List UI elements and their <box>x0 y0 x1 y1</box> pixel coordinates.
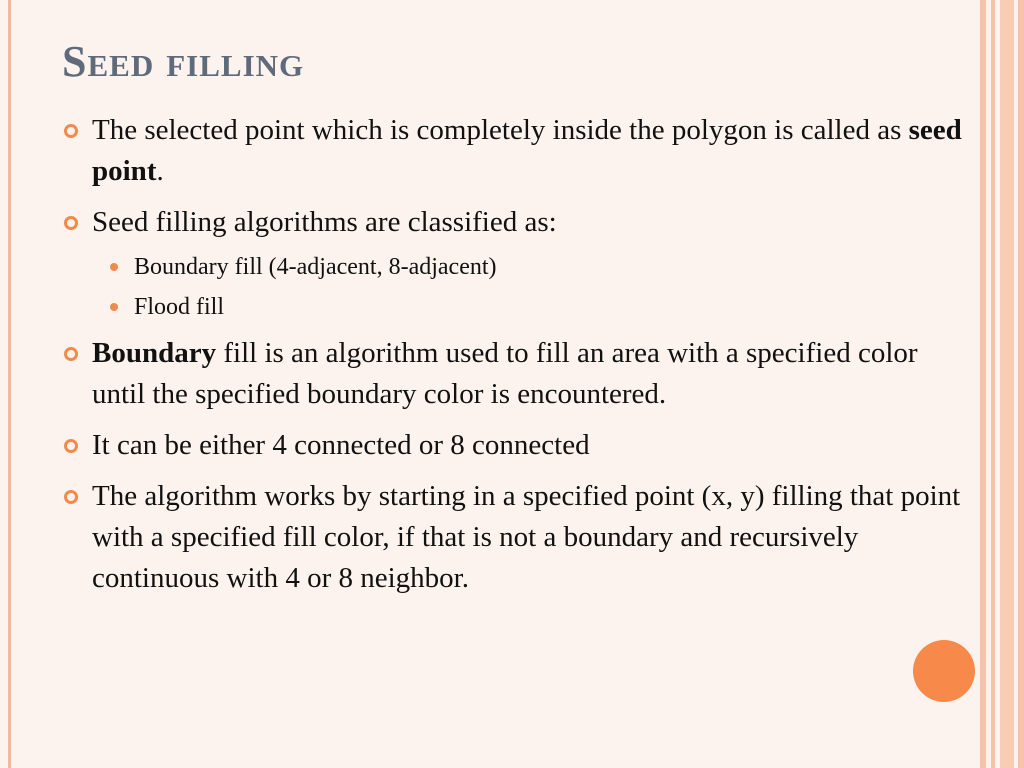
ring-bullet-icon <box>64 347 78 361</box>
bullet-text: The algorithm works by starting in a specified point (x, y) filling that point with a specified fill color, if that is not a boundary and recursively continuous with 4 or 8 neighbor. <box>92 480 961 594</box>
right-frame-stripe <box>991 0 995 768</box>
ring-bullet-icon <box>64 216 78 230</box>
sub-bullet-item <box>62 249 962 285</box>
sub-bullet-text: Boundary fill (4-adjacent, 8-adjacent) <box>134 254 497 280</box>
bullet-text: fill is an algorithm used to fill an area with a specified color until the specified boundary color is encountered. <box>92 337 918 410</box>
right-frame-stripe <box>1018 0 1024 768</box>
slide-title: Seed filling <box>62 37 305 86</box>
bullet-text: . <box>156 155 164 187</box>
bullet-item <box>62 333 962 415</box>
sub-bullet-text: Flood fill <box>134 294 225 320</box>
bullet-text: It can be either 4 connected or 8 connected <box>92 429 590 461</box>
bullet-item <box>62 202 962 243</box>
right-frame-stripe <box>980 0 986 768</box>
ring-bullet-icon <box>64 439 78 453</box>
sub-bullet-list <box>62 249 962 325</box>
left-frame-line <box>8 0 11 768</box>
bullet-bold-text: seed point <box>92 114 962 187</box>
bullet-item <box>62 425 962 466</box>
bullet-item <box>62 110 962 192</box>
sub-bullet-item <box>62 289 962 325</box>
ring-bullet-icon <box>64 124 78 138</box>
ring-bullet-icon <box>64 490 78 504</box>
slide-content <box>62 110 962 609</box>
bullet-item <box>62 476 962 599</box>
bullet-text: The selected point which is completely inside the polygon is called as <box>92 114 909 146</box>
dot-bullet-icon <box>110 263 118 271</box>
decorative-circle <box>913 640 975 702</box>
bullet-bold-text: Boundary <box>92 337 217 369</box>
dot-bullet-icon <box>110 303 118 311</box>
right-frame-stripe <box>1000 0 1014 768</box>
bullet-text: Seed filling algorithms are classified as: <box>92 206 557 238</box>
